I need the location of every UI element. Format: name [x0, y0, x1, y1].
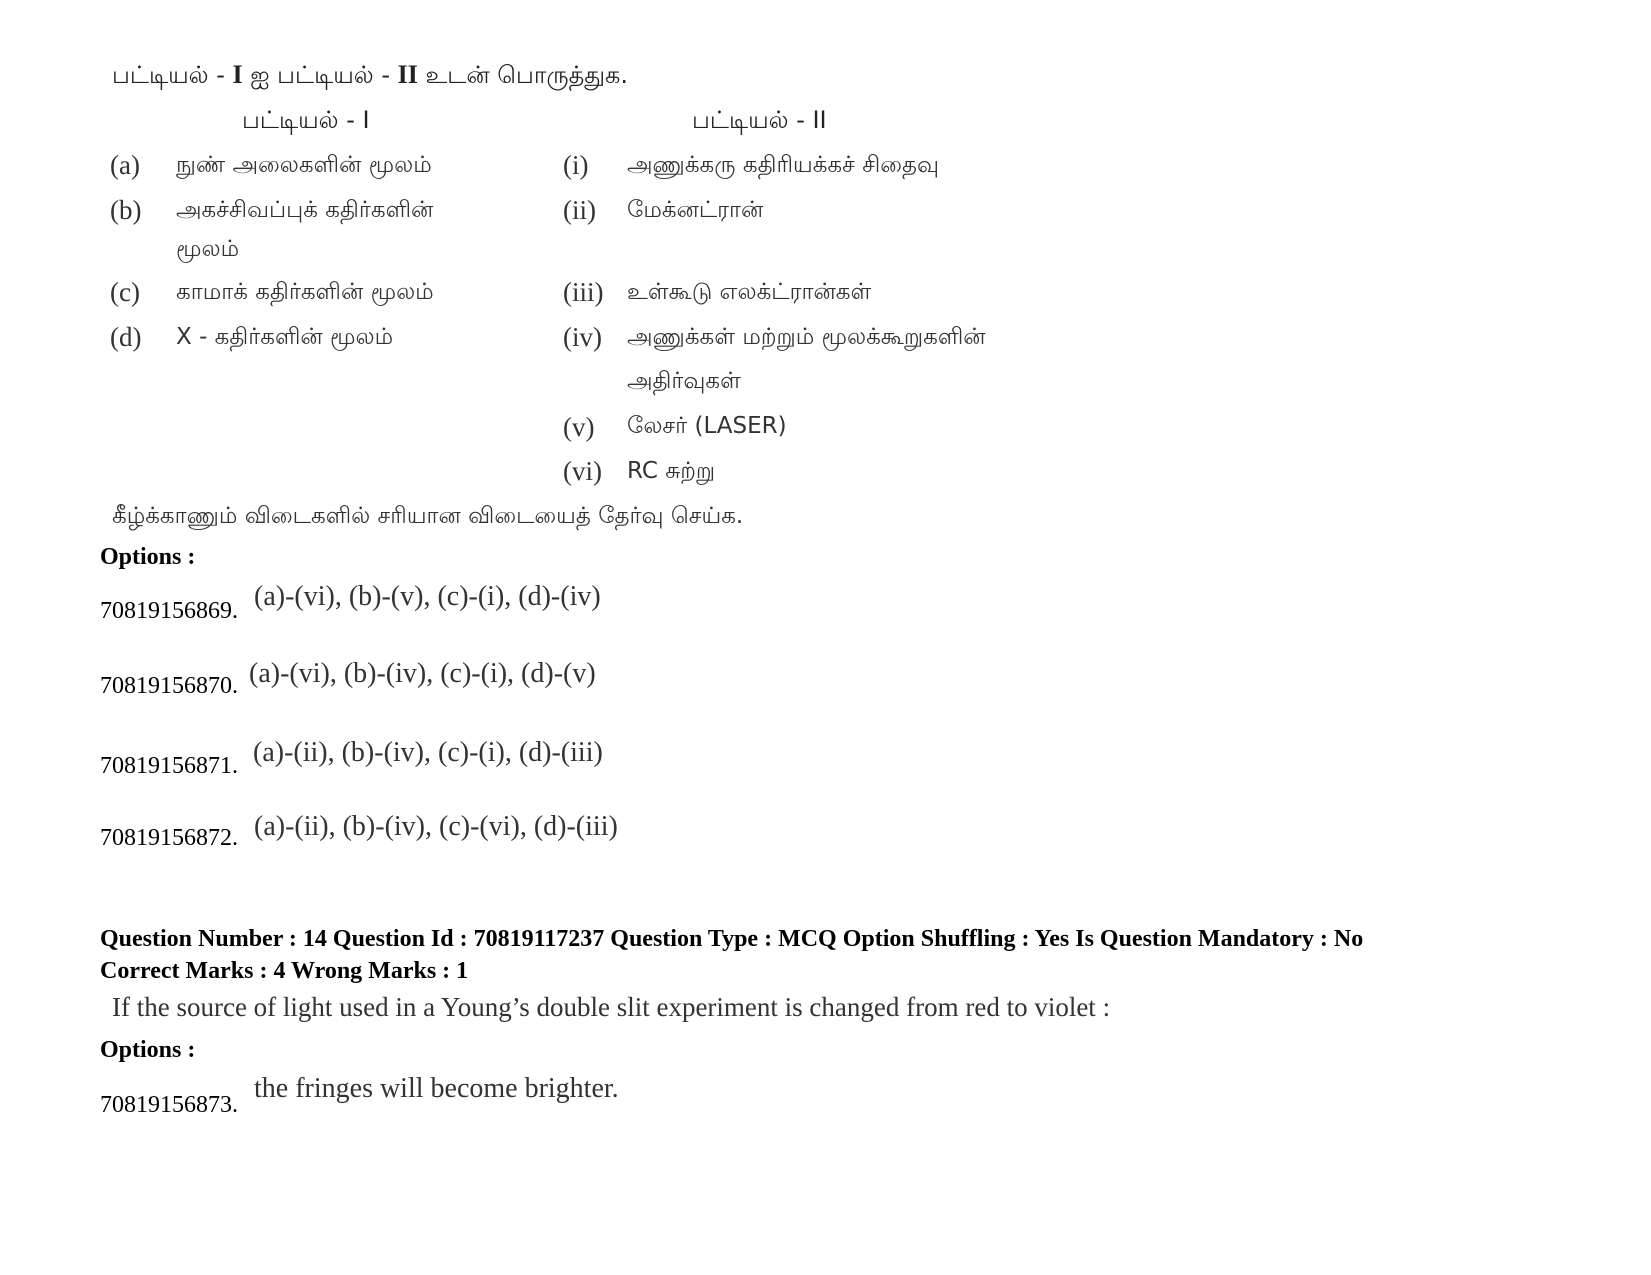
list2-label-v: (v)	[563, 412, 595, 442]
option-id: 70819156869.	[100, 598, 238, 624]
list1-text-d: X - கதிர்களின் மூலம்	[176, 324, 394, 350]
list2-text-ii: மேக்னட்ரான்	[627, 197, 764, 223]
option-id: 70819156871.	[100, 753, 238, 779]
list2-text-iv-cont: அதிர்வுகள்	[627, 368, 741, 394]
list2-label-iv: (iv)	[563, 322, 602, 352]
list2-label-ii: (ii)	[563, 195, 596, 225]
list1-text-c: காமாக் கதிர்களின் மூலம்	[176, 279, 434, 305]
list2-text-v: லேசர் (LASER)	[627, 413, 787, 439]
option-id: 70819156873.	[100, 1092, 238, 1118]
option-text[interactable]: (a)-(vi), (b)-(iv), (c)-(i), (d)-(v)	[249, 658, 596, 689]
list1-text-b-cont: மூலம்	[176, 236, 240, 262]
options-title: Options :	[100, 544, 196, 570]
list1-header: பட்டியல் - I	[242, 106, 370, 134]
question-marks: Correct Marks : 4 Wrong Marks : 1	[100, 958, 469, 984]
options-title: Options :	[100, 1037, 196, 1063]
list2-header: பட்டியல் - II	[692, 106, 827, 134]
option-text[interactable]: (a)-(vi), (b)-(v), (c)-(i), (d)-(iv)	[254, 581, 601, 612]
list2-label-i: (i)	[563, 150, 589, 180]
match-instruction: பட்டியல் - I ஐ பட்டியல் - II உடன் பொருத்துக.	[112, 60, 629, 89]
option-text[interactable]: the fringes will become brighter.	[254, 1073, 619, 1104]
list2-text-vi: RC சுற்று	[627, 458, 716, 484]
option-id: 70819156870.	[100, 673, 238, 699]
option-text[interactable]: (a)-(ii), (b)-(iv), (c)-(vi), (d)-(iii)	[254, 811, 618, 842]
option-id: 70819156872.	[100, 825, 238, 851]
list2-text-iv: அணுக்கள் மற்றும் மூலக்கூறுகளின்	[627, 324, 986, 350]
list1-text-a: நுண் அலைகளின் மூலம்	[176, 152, 432, 178]
question-text: If the source of light used in a Young’s double slit experiment is changed from red to violet :	[112, 992, 1111, 1022]
question-meta: Question Number : 14 Question Id : 70819117237 Question Type : MCQ Option Shuffling : Yes Is Question Mandatory : No	[100, 926, 1364, 952]
list1-label-a: (a)	[110, 150, 140, 180]
list1-label-b: (b)	[110, 195, 142, 225]
list2-label-vi: (vi)	[563, 456, 602, 486]
list2-text-i: அணுக்கரு கதிரியக்கச் சிதைவு	[627, 152, 939, 178]
list2-text-iii: உள்கூடு எலக்ட்ரான்கள்	[627, 279, 872, 305]
list2-label-iii: (iii)	[563, 277, 604, 307]
list1-label-d: (d)	[110, 322, 142, 352]
list1-text-b: அகச்சிவப்புக் கதிர்களின்	[176, 197, 434, 223]
choose-instruction: கீழ்க்காணும் விடைகளில் சரியான விடையைத் தேர்வு செய்க.	[112, 503, 744, 529]
option-text[interactable]: (a)-(ii), (b)-(iv), (c)-(i), (d)-(iii)	[253, 737, 603, 768]
list1-label-c: (c)	[110, 277, 140, 307]
